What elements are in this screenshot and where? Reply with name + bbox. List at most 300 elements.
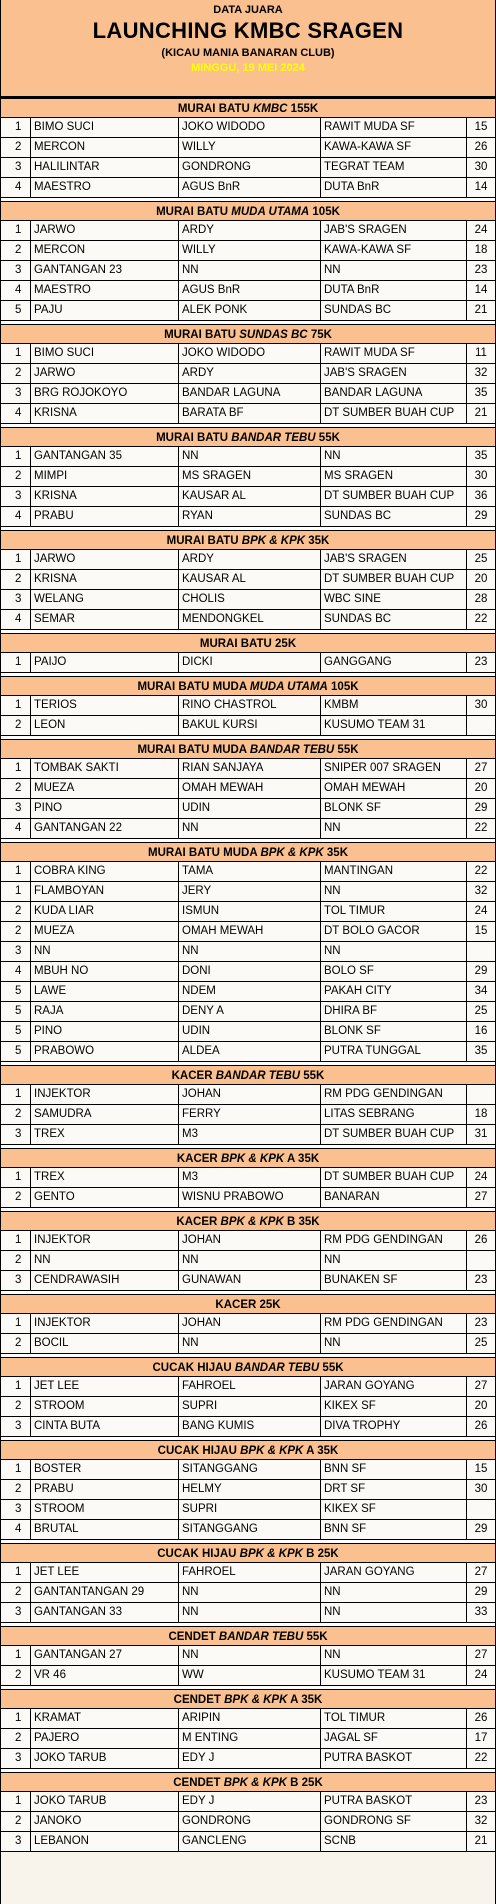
bird-name-cell: TERIOS	[31, 696, 179, 715]
team-cell: TOL TIMUR	[321, 902, 467, 921]
winner-row	[1, 364, 495, 384]
winner-row	[1, 882, 495, 902]
owner-cell: RYAN	[179, 507, 321, 526]
score-cell: 21	[474, 407, 488, 419]
rank-cell: 5	[1, 1022, 31, 1041]
team-cell: KAWA-KAWA SF	[321, 241, 467, 260]
results-sections	[1, 98, 495, 1852]
bird-name-cell: MBUH NO	[31, 962, 179, 981]
owner-cell: M3	[179, 1168, 321, 1187]
owner-cell: NN	[179, 1583, 321, 1602]
owner-cell: ISMUN	[179, 902, 321, 921]
owner-cell: OMAH MEWAH	[179, 922, 321, 941]
owner-cell: UDIN	[179, 799, 321, 818]
rank-cell: 1	[1, 1563, 31, 1582]
class-title-category: BPK & KPK	[220, 1153, 285, 1165]
owner-cell: BANDAR LAGUNA	[179, 384, 321, 403]
rank-cell: 3	[1, 799, 31, 818]
bird-name-cell: JARWO	[31, 364, 179, 383]
team-cell: KMBM	[321, 696, 467, 715]
rank-cell: 4	[1, 404, 31, 423]
team-cell: DT SUMBER BUAH CUP	[321, 404, 467, 423]
owner-cell: FAHROEL	[179, 1563, 321, 1582]
owner-cell: GUNAWAN	[179, 1271, 321, 1290]
rank-cell: 3	[1, 487, 31, 506]
score-cell: 29	[474, 1586, 488, 1598]
rank-cell: 1	[1, 118, 31, 137]
rank-cell: 1	[1, 1314, 31, 1333]
bird-name-cell: BOSTER	[31, 1460, 179, 1479]
score-cell: 25	[474, 1005, 488, 1017]
rank-cell: 1	[1, 221, 31, 240]
winner-row	[1, 1563, 495, 1583]
score-cell: 26	[474, 141, 488, 153]
winner-row	[1, 1520, 495, 1540]
winner-row	[1, 1105, 495, 1125]
score-cell: 22	[474, 1752, 488, 1764]
team-cell: OMAH MEWAH	[321, 779, 467, 798]
class-title	[1, 1357, 495, 1377]
owner-cell: ALEK PONK	[179, 301, 321, 320]
score-cell: 20	[474, 1400, 488, 1412]
bird-name-cell: LEBANON	[31, 1832, 179, 1851]
score-cell: 23	[474, 656, 488, 668]
bird-name-cell: TREX	[31, 1125, 179, 1144]
bird-name-cell: KRISNA	[31, 487, 179, 506]
owner-cell: EDY J	[179, 1749, 321, 1768]
score-cell: 24	[474, 1669, 488, 1681]
score-cell	[467, 942, 495, 961]
winner-row	[1, 1460, 495, 1480]
rank-cell: 3	[1, 1603, 31, 1622]
class-title	[1, 427, 495, 447]
team-cell: NN	[321, 447, 467, 466]
team-cell: NN	[321, 1583, 467, 1602]
class-title-category: BPK & KPK	[220, 1216, 284, 1228]
rank-cell: 1	[1, 1709, 31, 1728]
owner-cell: GONDRONG	[179, 1812, 321, 1831]
score-cell: 35	[474, 450, 488, 462]
winner-row	[1, 1812, 495, 1832]
owner-cell: JOHAN	[179, 1231, 321, 1250]
score-cell: 16	[474, 1025, 488, 1037]
winner-row	[1, 779, 495, 799]
class-title-prefix: MURAI BATU MUDA	[148, 847, 261, 859]
winner-row	[1, 1749, 495, 1769]
club-subtitle: (KICAU MANIA BANARAN CLUB)	[161, 47, 335, 59]
class-title-suffix: 155K	[287, 103, 319, 115]
score-cell: 26	[474, 1712, 488, 1724]
winner-row	[1, 404, 495, 424]
score-cell: 14	[474, 284, 488, 296]
rank-cell: 2	[1, 1583, 31, 1602]
owner-cell: ARDY	[179, 364, 321, 383]
winner-row	[1, 1042, 495, 1062]
owner-cell: MS SRAGEN	[179, 467, 321, 486]
bird-name-cell: GANTANTANGAN 29	[31, 1583, 179, 1602]
score-cell: 18	[474, 1108, 488, 1120]
score-cell: 35	[474, 1045, 488, 1057]
class-title-prefix: MURAI BATU MUDA	[137, 681, 250, 693]
rank-cell: 2	[1, 902, 31, 921]
class-title-prefix: MURAI BATU	[164, 329, 240, 341]
class-title	[1, 633, 495, 653]
team-cell: PUTRA BASKOT	[321, 1749, 467, 1768]
winner-row	[1, 118, 495, 138]
owner-cell: FERRY	[179, 1105, 321, 1124]
winner-row	[1, 1603, 495, 1623]
team-cell: RAWIT MUDA SF	[321, 118, 467, 137]
bird-name-cell: JARWO	[31, 221, 179, 240]
winner-row	[1, 1168, 495, 1188]
score-cell: 27	[474, 1649, 488, 1661]
owner-cell: ARDY	[179, 221, 321, 240]
class-title-prefix: CENDET	[173, 1777, 224, 1789]
rank-cell: 4	[1, 610, 31, 629]
bird-name-cell: INJEKTOR	[31, 1314, 179, 1333]
class-title-suffix: A 35K	[284, 1153, 320, 1165]
bird-name-cell: MIMPI	[31, 467, 179, 486]
score-cell: 27	[474, 1380, 488, 1392]
score-cell: 27	[474, 1191, 488, 1203]
rank-cell: 5	[1, 301, 31, 320]
owner-cell: NN	[179, 261, 321, 280]
class-title	[1, 1294, 495, 1314]
class-title-category: MUDA UTAMA	[249, 681, 328, 693]
class-title-prefix: MURAI BATU	[166, 535, 242, 547]
bird-name-cell: MERCON	[31, 138, 179, 157]
score-cell	[467, 1251, 495, 1270]
winner-row	[1, 1583, 495, 1603]
bird-name-cell: MERCON	[31, 241, 179, 260]
bird-name-cell: BRG ROJOKOYO	[31, 384, 179, 403]
bird-name-cell: VR 46	[31, 1666, 179, 1685]
winner-row	[1, 570, 495, 590]
class-title-category: BANDAR TEBU	[218, 1631, 304, 1643]
team-cell: SUNDAS BC	[321, 507, 467, 526]
team-cell: LITAS SEBRANG	[321, 1105, 467, 1124]
owner-cell: CHOLIS	[179, 590, 321, 609]
team-cell: BNN SF	[321, 1520, 467, 1539]
rank-cell: 3	[1, 1749, 31, 1768]
team-cell: DT SUMBER BUAH CUP	[321, 487, 467, 506]
class-title-suffix: A 35K	[287, 1694, 323, 1706]
bird-name-cell: JOKO TARUB	[31, 1749, 179, 1768]
team-cell: JAB'S SRAGEN	[321, 221, 467, 240]
class-title-category: KMBC	[252, 103, 288, 115]
bird-name-cell: BOCIL	[31, 1334, 179, 1353]
score-cell: 21	[474, 1835, 488, 1847]
score-cell: 32	[474, 1815, 488, 1827]
winner-row	[1, 1188, 495, 1208]
owner-cell: RINO CHASTROL	[179, 696, 321, 715]
owner-cell: EDY J	[179, 1792, 321, 1811]
class-title	[1, 1148, 495, 1168]
winner-row	[1, 1377, 495, 1397]
team-cell: RAWIT MUDA SF	[321, 344, 467, 363]
winner-row	[1, 1231, 495, 1251]
bird-name-cell: BRUTAL	[31, 1520, 179, 1539]
score-cell: 30	[474, 470, 488, 482]
winner-row	[1, 178, 495, 198]
owner-cell: HELMY	[179, 1480, 321, 1499]
winner-row	[1, 1832, 495, 1852]
class-title-suffix: B 25K	[286, 1777, 323, 1789]
class-title-prefix: KACER	[171, 1070, 216, 1082]
bird-name-cell: STROOM	[31, 1397, 179, 1416]
owner-cell: ARDY	[179, 550, 321, 569]
team-cell: DT BOLO GACOR	[321, 922, 467, 941]
rank-cell: 1	[1, 550, 31, 569]
rank-cell: 1	[1, 862, 31, 881]
team-cell: NN	[321, 1646, 467, 1665]
winner-row	[1, 344, 495, 364]
winner-row	[1, 696, 495, 716]
event-title: LAUNCHING KMBC SRAGEN	[92, 18, 404, 43]
class-title-prefix: MURAI BATU	[156, 206, 232, 218]
team-cell: JARAN GOYANG	[321, 1563, 467, 1582]
score-cell: 15	[474, 925, 488, 937]
owner-cell: FAHROEL	[179, 1377, 321, 1396]
owner-cell: MENDONGKEL	[179, 610, 321, 629]
rank-cell: 4	[1, 178, 31, 197]
rank-cell: 1	[1, 759, 31, 778]
team-cell: BANARAN	[321, 1188, 467, 1207]
owner-cell: WILLY	[179, 138, 321, 157]
owner-cell: SITANGGANG	[179, 1520, 321, 1539]
owner-cell: AGUS BnR	[179, 178, 321, 197]
owner-cell: SUPRI	[179, 1500, 321, 1519]
winner-row	[1, 1500, 495, 1520]
bird-name-cell: INJEKTOR	[31, 1231, 179, 1250]
score-cell: 29	[474, 965, 488, 977]
bird-name-cell: KUDA LIAR	[31, 902, 179, 921]
rank-cell: 2	[1, 138, 31, 157]
bird-name-cell: PRABU	[31, 1480, 179, 1499]
rank-cell: 2	[1, 1480, 31, 1499]
bird-name-cell: TREX	[31, 1168, 179, 1187]
team-cell: NN	[321, 1251, 467, 1270]
class-title	[1, 739, 495, 759]
team-cell: DT SUMBER BUAH CUP	[321, 570, 467, 589]
owner-cell: SITANGGANG	[179, 1460, 321, 1479]
class-title-suffix: 55K	[334, 744, 359, 756]
score-cell: 22	[474, 822, 488, 834]
rank-cell: 4	[1, 507, 31, 526]
score-cell: 17	[474, 1732, 488, 1744]
winner-row	[1, 653, 495, 673]
rank-cell: 3	[1, 158, 31, 177]
owner-cell: WILLY	[179, 241, 321, 260]
winner-row	[1, 301, 495, 321]
class-title-prefix: KACER 25K	[215, 1299, 281, 1311]
team-cell: NN	[321, 942, 467, 961]
rank-cell: 3	[1, 1125, 31, 1144]
owner-cell: BARATA BF	[179, 404, 321, 423]
class-title-suffix: 105K	[309, 206, 340, 218]
team-cell: MANTINGAN	[321, 862, 467, 881]
winner-row	[1, 1271, 495, 1291]
winner-row	[1, 610, 495, 630]
owner-cell: DICKI	[179, 653, 321, 672]
rank-cell: 2	[1, 241, 31, 260]
rank-cell: 3	[1, 942, 31, 961]
owner-cell: WW	[179, 1666, 321, 1685]
bird-name-cell: MUEZA	[31, 779, 179, 798]
rank-cell: 1	[1, 882, 31, 901]
bird-name-cell: KRAMAT	[31, 1709, 179, 1728]
bird-name-cell: BIMO SUCI	[31, 344, 179, 363]
rank-cell: 3	[1, 1271, 31, 1290]
bird-name-cell: LAWE	[31, 982, 179, 1001]
winner-row	[1, 138, 495, 158]
class-title-category: BPK & KPK	[239, 1548, 303, 1560]
rank-cell: 2	[1, 1666, 31, 1685]
owner-cell: BANG KUMIS	[179, 1417, 321, 1436]
winner-row	[1, 1709, 495, 1729]
score-cell: 32	[474, 367, 488, 379]
class-title-prefix: CENDET	[173, 1694, 225, 1706]
team-cell: BUNAKEN SF	[321, 1271, 467, 1290]
bird-name-cell: GENTO	[31, 1188, 179, 1207]
class-title	[1, 1543, 495, 1563]
team-cell: DHIRA BF	[321, 1002, 467, 1021]
rank-cell: 5	[1, 982, 31, 1001]
owner-cell: GONDRONG	[179, 158, 321, 177]
class-title-prefix: CUCAK HIJAU	[152, 1362, 235, 1374]
rank-cell: 2	[1, 1812, 31, 1831]
bird-name-cell: JARWO	[31, 550, 179, 569]
class-title	[1, 1689, 495, 1709]
bird-name-cell: RAJA	[31, 1002, 179, 1021]
winner-row	[1, 1792, 495, 1812]
team-cell: WBC SINE	[321, 590, 467, 609]
team-cell: DT SUMBER BUAH CUP	[321, 1168, 467, 1187]
rank-cell: 1	[1, 344, 31, 363]
owner-cell: RIAN SANJAYA	[179, 759, 321, 778]
score-cell: 25	[474, 1337, 488, 1349]
class-title	[1, 676, 495, 696]
owner-cell: NN	[179, 447, 321, 466]
class-title-prefix: MURAI BATU	[156, 432, 232, 444]
class-title-suffix: A 35K	[303, 1445, 339, 1457]
rank-cell: 2	[1, 1397, 31, 1416]
score-cell: 25	[474, 553, 488, 565]
team-cell: RM PDG GENDINGAN	[321, 1085, 467, 1104]
class-title-category: BPK & KPK	[260, 847, 324, 859]
class-title-suffix: 55K	[300, 1070, 325, 1082]
bird-name-cell: INJEKTOR	[31, 1085, 179, 1104]
bird-name-cell: BIMO SUCI	[31, 118, 179, 137]
bird-name-cell: PINO	[31, 1022, 179, 1041]
score-cell: 22	[474, 865, 488, 877]
winner-row	[1, 1397, 495, 1417]
owner-cell: NN	[179, 1646, 321, 1665]
class-title-category: BPK & KPK	[224, 1694, 288, 1706]
score-cell: 27	[474, 1566, 488, 1578]
rank-cell: 1	[1, 1085, 31, 1104]
bird-name-cell: COBRA KING	[31, 862, 179, 881]
bird-name-cell: PRABU	[31, 507, 179, 526]
class-title	[1, 324, 495, 344]
sheet-header	[1, 0, 495, 98]
winner-row	[1, 902, 495, 922]
team-cell: PUTRA BASKOT	[321, 1792, 467, 1811]
bird-name-cell: JANOKO	[31, 1812, 179, 1831]
bird-name-cell: CENDRAWASIH	[31, 1271, 179, 1290]
class-title	[1, 1772, 495, 1792]
winner-row	[1, 447, 495, 467]
winner-row	[1, 1085, 495, 1105]
class-title-prefix: CENDET	[168, 1631, 219, 1643]
team-cell: JAB'S SRAGEN	[321, 364, 467, 383]
bird-name-cell: JET LEE	[31, 1563, 179, 1582]
class-title	[1, 530, 495, 550]
class-title-suffix: 35K	[305, 535, 330, 547]
team-cell: SCNB	[321, 1832, 467, 1851]
score-cell: 24	[474, 905, 488, 917]
score-cell: 27	[474, 762, 488, 774]
rank-cell: 4	[1, 281, 31, 300]
team-cell: NN	[321, 1603, 467, 1622]
score-cell: 23	[474, 264, 488, 276]
owner-cell: NDEM	[179, 982, 321, 1001]
winner-row	[1, 942, 495, 962]
winner-row	[1, 1729, 495, 1749]
bird-name-cell: TOMBAK SAKTI	[31, 759, 179, 778]
class-title-category: BPK & KPK	[240, 1445, 304, 1457]
team-cell: TEGRAT TEAM	[321, 158, 467, 177]
score-cell	[467, 1500, 495, 1519]
owner-cell: NN	[179, 1603, 321, 1622]
class-title-suffix: B 25K	[302, 1548, 339, 1560]
owner-cell: AGUS BnR	[179, 281, 321, 300]
owner-cell: DONI	[179, 962, 321, 981]
winner-row	[1, 1334, 495, 1354]
score-cell: 36	[474, 490, 488, 502]
score-cell: 22	[474, 613, 488, 625]
rank-cell: 1	[1, 1646, 31, 1665]
winner-row	[1, 550, 495, 570]
team-cell: GONDRONG SF	[321, 1812, 467, 1831]
team-cell: BLONK SF	[321, 799, 467, 818]
team-cell: SNIPER 007 SRAGEN	[321, 759, 467, 778]
rank-cell: 1	[1, 1460, 31, 1479]
owner-cell: NN	[179, 942, 321, 961]
owner-cell: M ENTING	[179, 1729, 321, 1748]
bird-name-cell: KRISNA	[31, 570, 179, 589]
team-cell: MS SRAGEN	[321, 467, 467, 486]
score-cell: 15	[474, 121, 488, 133]
team-cell: KAWA-KAWA SF	[321, 138, 467, 157]
rank-cell: 3	[1, 261, 31, 280]
winner-row	[1, 962, 495, 982]
owner-cell: SUPRI	[179, 1397, 321, 1416]
rank-cell: 3	[1, 1417, 31, 1436]
rank-cell: 1	[1, 1377, 31, 1396]
score-cell: 30	[474, 161, 488, 173]
bird-name-cell: NN	[31, 1251, 179, 1270]
bird-name-cell: KRISNA	[31, 404, 179, 423]
score-cell: 15	[474, 1463, 488, 1475]
score-cell: 21	[474, 304, 488, 316]
class-title	[1, 1626, 495, 1646]
class-title-prefix: MURAI BATU MUDA	[137, 744, 250, 756]
owner-cell: NN	[179, 1251, 321, 1270]
team-cell: GANGGANG	[321, 653, 467, 672]
class-title-category: BANDAR TEBU	[249, 744, 335, 756]
owner-cell: BAKUL KURSI	[179, 716, 321, 735]
